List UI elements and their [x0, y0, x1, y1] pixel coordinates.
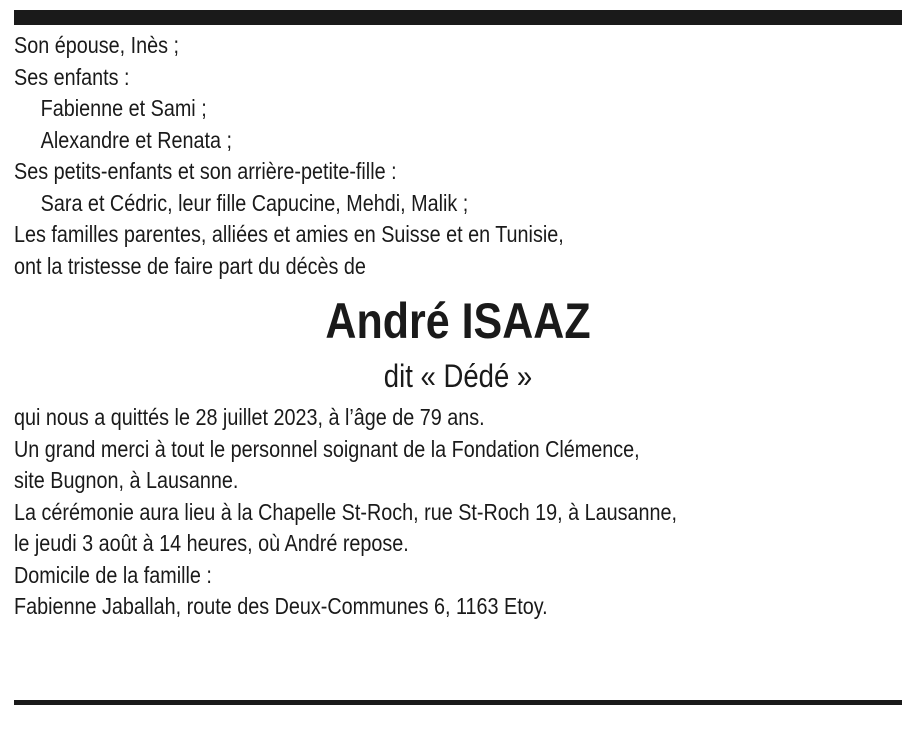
grandchildren-line: Sara et Cédric, leur fille Capucine, Mehdi, Malik ; [40, 189, 469, 216]
family-announcement [14, 30, 902, 282]
ceremony-date-line: le jeudi 3 août à 14 heures, où André repose. [14, 530, 409, 556]
children-heading: Ses enfants : [14, 63, 130, 90]
grandchildren-heading: Ses petits-enfants et son arrière-petite-fille : [14, 158, 397, 184]
notice-details [14, 402, 902, 623]
deceased-name-block [14, 292, 902, 396]
top-divider-rule [14, 10, 902, 25]
death-notice [14, 30, 902, 623]
ceremony-line: La cérémonie aura lieu à la Chapelle St-Roch, rue St-Roch 19, à Lausanne, [14, 498, 678, 525]
deceased-name: André ISAAZ [325, 293, 591, 349]
bottom-divider-rule [14, 700, 902, 705]
family-address-line: Fabienne Jaballah, route des Deux-Communes 6, 1163 Etoy. [14, 593, 548, 619]
family-address-heading: Domicile de la famille : [14, 561, 212, 588]
deceased-nickname: dit « Dédé » [383, 358, 533, 394]
child-line: Alexandre et Renata ; [40, 126, 232, 153]
thanks-location-line: site Bugnon, à Lausanne. [14, 467, 239, 493]
announcement-line: ont la tristesse de faire part du décès de [14, 252, 366, 279]
thanks-line: Un grand merci à tout le personnel soignant de la Fondation Clémence, [14, 435, 640, 462]
child-line: Fabienne et Sami ; [40, 95, 207, 121]
relatives-line: Les familles parentes, alliées et amies en Suisse et en Tunisie, [14, 221, 564, 247]
spouse-line: Son épouse, Inès ; [14, 32, 179, 58]
date-of-death-line: qui nous a quittés le 28 juillet 2023, à l’âge de 79 ans. [14, 404, 485, 430]
